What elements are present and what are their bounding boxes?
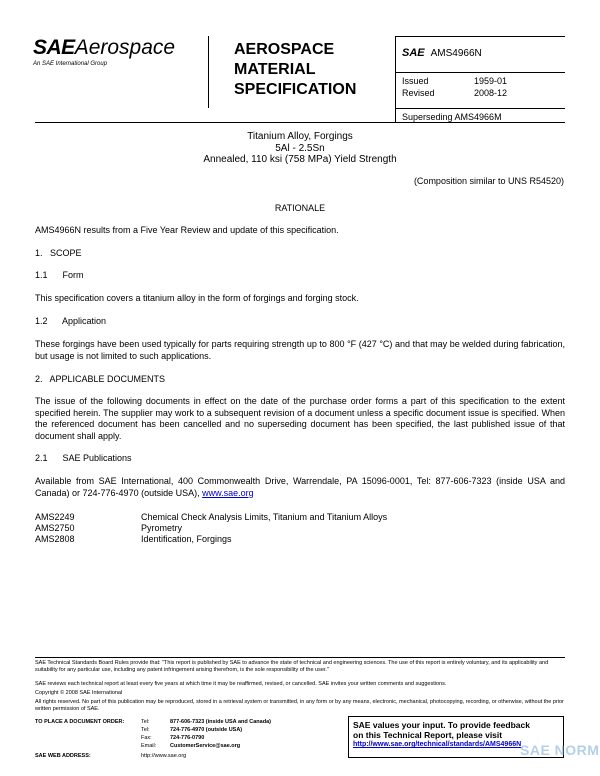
sae-website-link[interactable]: www.sae.org xyxy=(202,487,254,498)
title-composition: 5Al - 2.5Sn xyxy=(275,142,325,154)
superseding-note: Superseding AMS4966M xyxy=(402,112,502,122)
order-label: TO PLACE A DOCUMENT ORDER: xyxy=(35,719,125,725)
footer-rights-text: All rights reserved. No part of this publication may be reproduced, stored in a retrieval system or transmitted, in any form or by any means, electronic, mechanical, photocopying, recording, or otherwise, without the prior written permission of SAE. xyxy=(35,699,564,712)
section-1-heading: 1. SCOPE xyxy=(35,248,82,258)
header-divider xyxy=(208,36,209,108)
logo-aerospace: Aerospace xyxy=(74,36,176,59)
section-2-1-heading: 2.1 SAE Publications xyxy=(35,453,132,463)
ref-code: AMS2750 xyxy=(35,523,75,533)
header-rule xyxy=(395,36,565,37)
ref-code: AMS2808 xyxy=(35,534,75,544)
title-alloy: Titanium Alloy, Forgings xyxy=(247,131,353,142)
header-bottom-rule xyxy=(35,122,565,123)
email-label: Email: xyxy=(141,743,157,749)
footer-rules-text: SAE Technical Standards Board Rules provide that: "This report is published by SAE to advance the state of technical and engineering sciences. The use of this report is entirely voluntary, and its applicability and suitability for any particular use, including any patent infringement arising therefrom, is the sole responsibility of the user." xyxy=(35,660,549,673)
section-2-1-text xyxy=(35,476,565,499)
section-2-heading: 2. APPLICABLE DOCUMENTS xyxy=(35,374,166,384)
email-address[interactable]: CustomerService@sae.org xyxy=(170,743,241,749)
ref-desc: Pyrometry xyxy=(141,523,183,533)
section-1-1-text: This specification covers a titanium alloy in the form of forgings and forging stock. xyxy=(35,293,359,303)
section-1-2-text: These forgings have been used typically for parts requiring strength up to 800 °F (427 °C) and that may be welded during fabrication, but usage is not limited to such applications. xyxy=(35,339,565,361)
title-condition: Annealed, 110 ksi (758 MPa) Yield Strength xyxy=(203,154,397,165)
web-address[interactable]: http://www.sae.org xyxy=(141,753,187,759)
sae-availability-text: Available from SAE International, 400 Commonwealth Drive, Warrendale, PA 15096-0001, Tel: 877-606-7323 (inside USA and Canada) or 724-776-4970 (outside USA), xyxy=(35,476,565,498)
revised-label: Revised xyxy=(402,88,435,98)
tel-label: Tel: xyxy=(141,719,150,725)
feedback-line: on this Technical Report, please visit xyxy=(353,730,503,740)
title-line: MATERIAL xyxy=(234,61,316,78)
issued-value: 1959-01 xyxy=(474,76,508,86)
section-1-2-heading: 1.2 Application xyxy=(35,316,107,326)
logo-tagline: An SAE International Group xyxy=(33,61,108,67)
footer-copyright: Copyright © 2008 SAE International xyxy=(35,690,123,696)
ref-code: AMS2249 xyxy=(35,512,75,522)
ref-desc: Identification, Forgings xyxy=(141,534,232,544)
footer-review-text: SAE reviews each technical report at least every five years at which time it may be reaffirmed, revised, or cancelled. SAE invites your written comments and suggestions. xyxy=(35,681,447,687)
tel-outside: 724-776-4970 (outside USA) xyxy=(170,727,243,733)
issued-label: Issued xyxy=(402,76,429,86)
fax-number: 724-776-0790 xyxy=(170,735,205,741)
web-label: SAE WEB ADDRESS: xyxy=(35,753,91,759)
section-1-1-heading: 1.1 Form xyxy=(35,270,84,280)
sae-aerospace-logo xyxy=(33,36,193,67)
sae-norm-watermark: SAE NORM xyxy=(520,742,600,758)
tel-inside: 877-606-7323 (inside USA and Canada) xyxy=(170,719,271,725)
ref-desc: Chemical Check Analysis Limits, Titanium and Titanium Alloys xyxy=(141,512,388,522)
title-line: AEROSPACE xyxy=(234,41,335,58)
header-rule xyxy=(395,72,565,73)
tel-label: Tel: xyxy=(141,727,150,733)
feedback-url-link[interactable]: http://www.sae.org/technical/standards/AMS4966N xyxy=(353,741,522,748)
logo-sae: SAE xyxy=(33,36,75,59)
footer-rule xyxy=(35,657,565,658)
document-number xyxy=(402,47,482,59)
composition-note: (Composition similar to UNS R54520) xyxy=(413,176,564,186)
doc-sae-mark: SAE xyxy=(402,47,425,59)
fax-label: Fax: xyxy=(141,735,152,741)
document-type-title xyxy=(234,40,356,100)
doc-number-text: AMS4966N xyxy=(430,48,482,59)
feedback-line: SAE values your input. To provide feedback xyxy=(353,720,530,730)
header-divider xyxy=(395,36,396,122)
header-rule xyxy=(395,108,565,109)
revised-value: 2008-12 xyxy=(474,88,508,98)
rationale-heading: RATIONALE xyxy=(274,203,326,213)
rationale-text: AMS4966N results from a Five Year Review and update of this specification. xyxy=(35,225,339,235)
section-2-text: The issue of the following documents in effect on the date of the purchase order forms a part of this specification to the extent specified herein. The supplier may work to a subsequent revision of a document unless a specific document issue is specified. When the referenced document has been cancelled and no superseding document has been specified, the last published issue of that document shall apply. xyxy=(35,396,565,441)
title-line: SPECIFICATION xyxy=(234,81,357,98)
material-title xyxy=(0,131,600,166)
